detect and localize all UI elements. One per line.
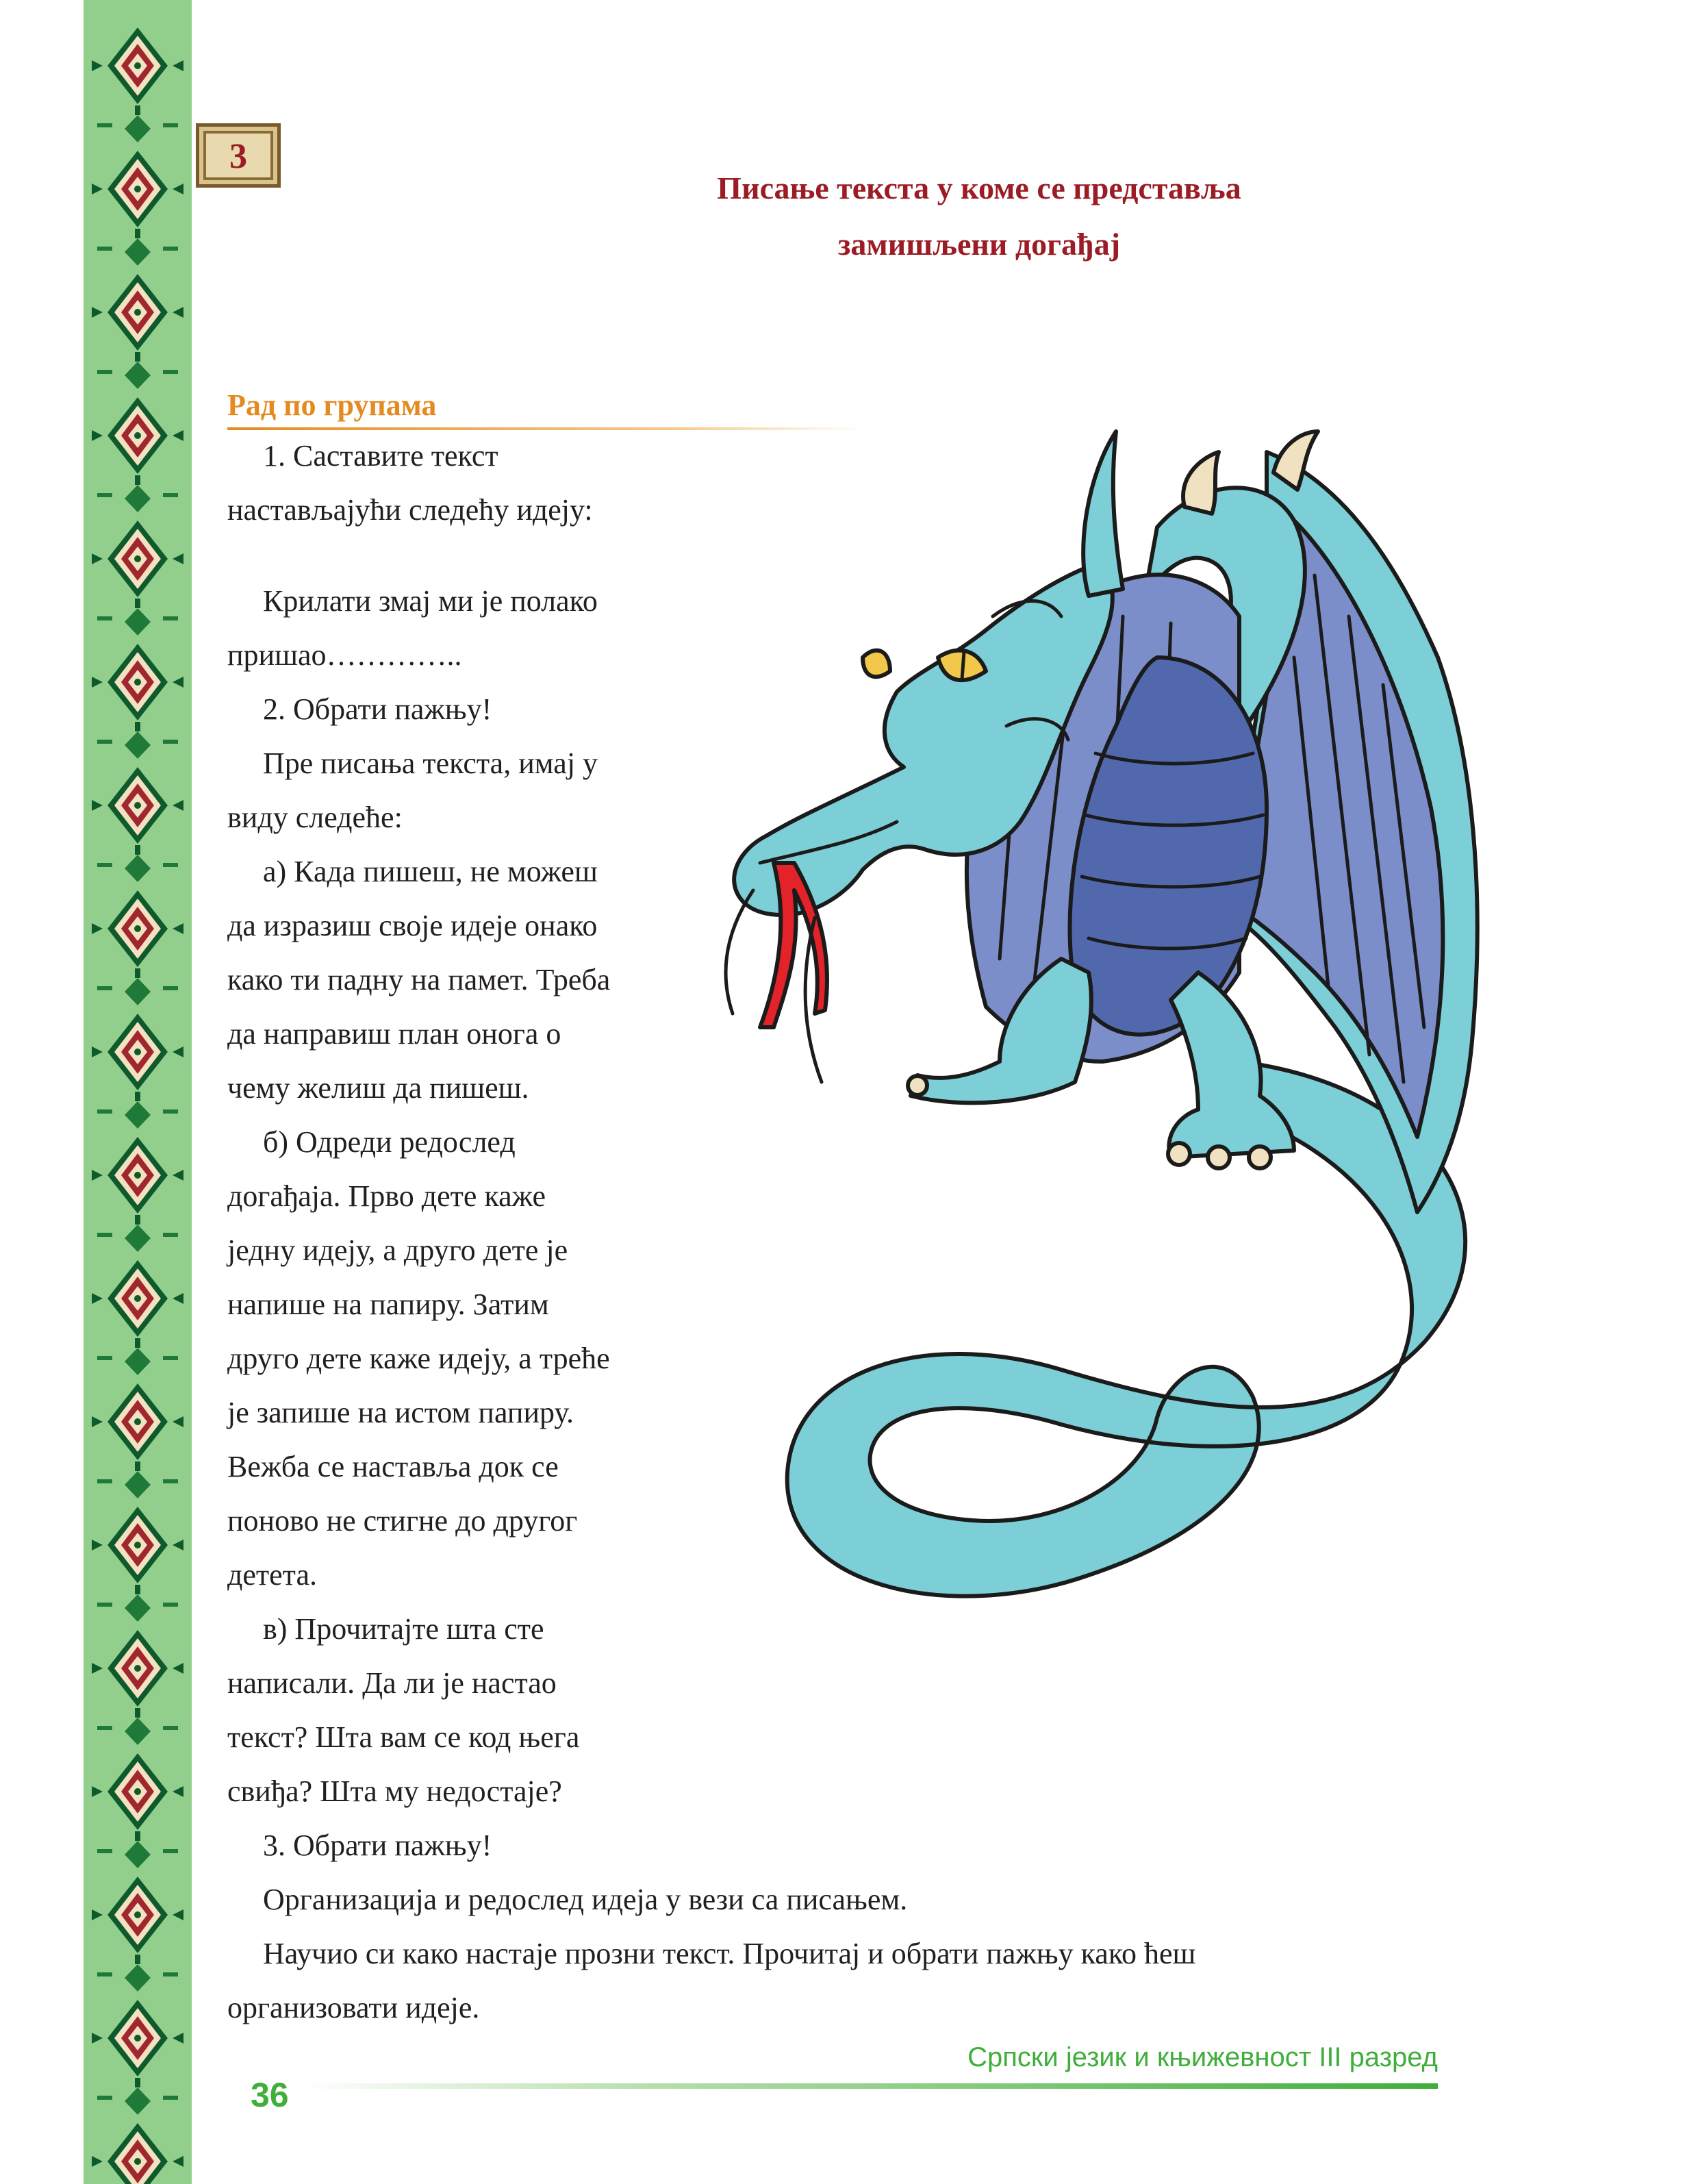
- text-line: виду следеће:: [227, 801, 403, 834]
- border-motif: [92, 151, 183, 266]
- text-line: б) Одреди редослед: [263, 1125, 516, 1159]
- border-motif: [92, 1753, 183, 1868]
- border-motif: [92, 1383, 183, 1498]
- text-line: напише на папиру. Затим: [227, 1288, 549, 1321]
- text-line: в) Прочитајте шта сте: [263, 1612, 544, 1646]
- border-motif: [92, 644, 183, 759]
- text-line: Организација и редослед идеја у вези са писањем.: [263, 1883, 908, 1916]
- text-line: догађаја. Прво дете каже: [227, 1179, 546, 1213]
- text-line: 1. Саставите текст: [263, 439, 498, 473]
- text-line: свиђа? Шта му недостаје?: [227, 1774, 562, 1808]
- text-line: Научио си како настаје прозни текст. Прочитај и обрати пажњу како ћеш: [263, 1937, 1196, 1970]
- lesson-number-badge: [196, 123, 281, 188]
- border-motif: [92, 274, 183, 389]
- text-line: пришао…………..: [227, 638, 462, 672]
- text-line: а) Када пишеш, не можеш: [263, 855, 598, 888]
- text-line: како ти падну на памет. Треба: [227, 963, 611, 996]
- footer-divider: [301, 2083, 1438, 2089]
- text-line: чему желиш да пишеш.: [227, 1071, 529, 1105]
- ornamental-border: [84, 0, 192, 2184]
- text-line: настављајући следећу идеју:: [227, 493, 593, 527]
- border-motif: [92, 397, 183, 512]
- text-line: поново не стигне до другог: [227, 1504, 578, 1537]
- border-motif: [92, 1877, 183, 1992]
- text-line: Крилати змај ми је полако: [263, 584, 598, 618]
- text-line: да изразиш своје идеје онако: [227, 909, 598, 942]
- border-motif: [92, 2123, 183, 2184]
- text-line: је запише на истом папиру.: [227, 1396, 574, 1429]
- text-line: организовати идеје.: [227, 1991, 480, 2024]
- text-line: друго дете каже идеју, а треће: [227, 1342, 610, 1375]
- border-motif: [92, 1507, 183, 1622]
- text-line: 3. Обрати пажњу!: [263, 1829, 492, 1862]
- text-line: написали. Да ли је настао: [227, 1666, 557, 1700]
- page-title-line-1: Писање текста у коме се представља: [717, 171, 1241, 205]
- border-motif: [92, 2000, 183, 2115]
- border-motif: [92, 767, 183, 882]
- page-number: 36: [251, 2076, 289, 2114]
- border-motif: [92, 27, 183, 142]
- footer-book-title: Српски језик и књижевност III разред: [967, 2042, 1438, 2072]
- text-line: једну идеју, а друго дете је: [227, 1233, 568, 1267]
- text-line: Пре писања текста, имај у: [263, 746, 598, 780]
- border-motif: [92, 1137, 183, 1252]
- text-line: да направиш план онога о: [227, 1017, 561, 1051]
- page-title-line-2: замишљени догађај: [837, 227, 1121, 262]
- ornamental-border-pattern: [84, 0, 192, 2184]
- text-line: 2. Обрати пажњу!: [263, 692, 492, 726]
- section-heading: Рад по групама: [227, 388, 437, 422]
- border-motif: [92, 1260, 183, 1375]
- border-motif: [92, 890, 183, 1005]
- border-motif: [92, 1630, 183, 1745]
- lesson-number: 3: [229, 137, 247, 176]
- border-motif: [92, 1014, 183, 1129]
- dragon-illustration: [678, 370, 1527, 1692]
- text-line: детета.: [227, 1558, 317, 1592]
- text-line: текст? Шта вам се код њега: [227, 1720, 580, 1754]
- border-motif: [92, 520, 183, 636]
- text-line: Вежба се наставља док се: [227, 1450, 559, 1483]
